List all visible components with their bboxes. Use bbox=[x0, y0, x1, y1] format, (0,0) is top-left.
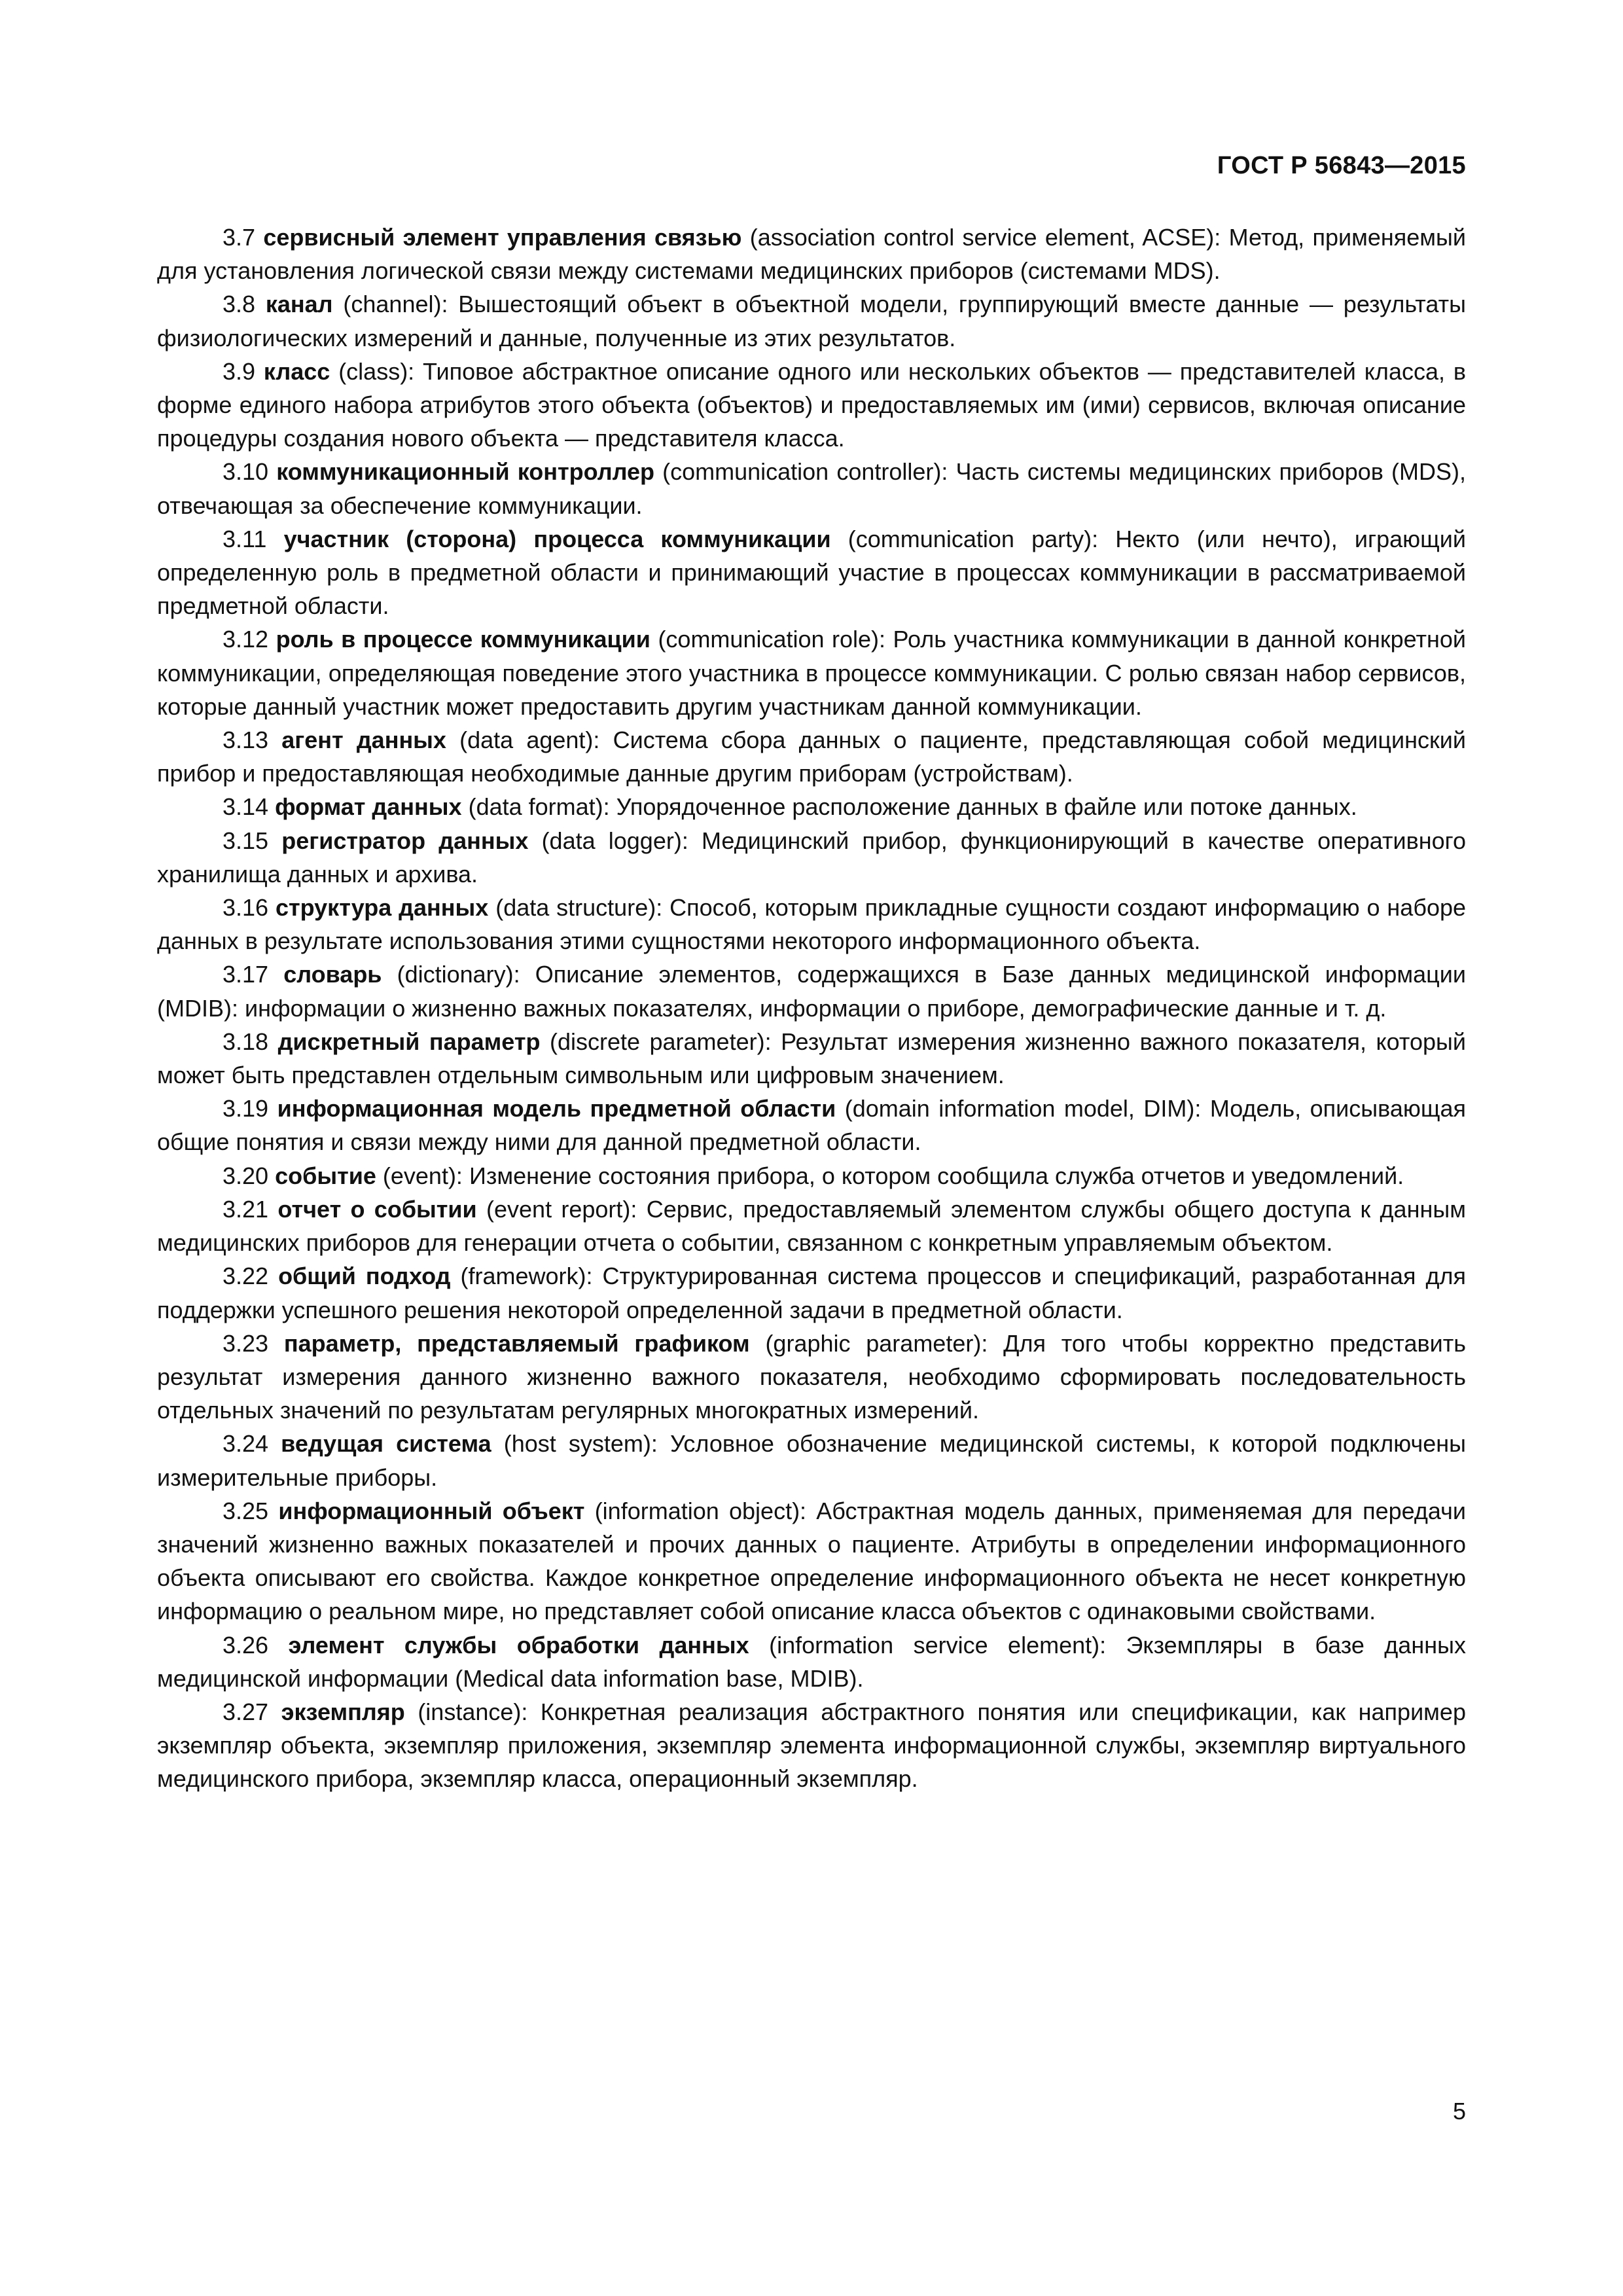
definition-entry bbox=[157, 723, 1466, 790]
entry-text: (discrete parameter): Результат измерения жизненно важного показателя, который может быть представлен отдельным символьным или цифровым значением. bbox=[157, 1028, 1466, 1089]
definition-entry bbox=[157, 355, 1466, 456]
entry-term: общий подход bbox=[278, 1263, 451, 1290]
entry-term: ведущая система bbox=[281, 1430, 491, 1458]
page-number: 5 bbox=[1452, 2098, 1466, 2125]
entry-term: событие bbox=[275, 1162, 376, 1189]
entry-term: участник (сторона) процесса коммуникации bbox=[283, 525, 831, 552]
entry-term: дискретный параметр bbox=[277, 1028, 541, 1055]
entry-number: 3.14 bbox=[223, 793, 269, 821]
definition-entry bbox=[157, 958, 1466, 1024]
definition-entry bbox=[157, 455, 1466, 522]
entry-number: 3.20 bbox=[223, 1162, 269, 1189]
entry-text: (data agent): Система сбора данных о пациенте, представляющая собой медицинский прибор и предоставляющая необходимые данные другим приборам (устройствам). bbox=[157, 726, 1466, 787]
definition-entry bbox=[157, 1025, 1466, 1092]
definition-entry bbox=[157, 287, 1466, 354]
entry-text: (communication controller): Часть системы медицинских приборов (MDS), отвечающая за обеспечение коммуникации. bbox=[157, 458, 1466, 519]
entry-term: класс bbox=[263, 357, 330, 385]
entry-number: 3.7 bbox=[223, 224, 256, 251]
entry-term: отчет о событии bbox=[277, 1195, 477, 1223]
entry-number: 3.19 bbox=[223, 1095, 269, 1122]
entry-term: коммуникационный контроллер bbox=[276, 458, 654, 486]
entry-text: (information service element): Экземпляры в базе данных медицинской информации (Medical data information base, MDIB). bbox=[157, 1631, 1466, 1692]
entry-text: (communication party): Некто (или нечто), играющий определенную роль в предметной области и принимающий участие в процессах коммуникации в рассматриваемой предметной области. bbox=[157, 525, 1466, 620]
entry-number: 3.9 bbox=[223, 357, 256, 385]
entry-number: 3.24 bbox=[223, 1430, 269, 1458]
definition-entry bbox=[157, 1494, 1466, 1628]
definition-entry bbox=[157, 1193, 1466, 1259]
entry-number: 3.18 bbox=[223, 1028, 269, 1055]
definition-entry bbox=[157, 622, 1466, 723]
entry-term: информационный объект bbox=[278, 1497, 585, 1524]
entry-number: 3.15 bbox=[223, 827, 269, 854]
entry-number: 3.21 bbox=[223, 1195, 269, 1223]
entry-term: параметр, представляемый графиком bbox=[283, 1329, 750, 1357]
entry-text: (data format): Упорядоченное расположение данных в файле или потоке данных. bbox=[468, 793, 1357, 821]
entry-text: (dictionary): Описание элементов, содержащихся в Базе данных медицинской информации (MDIB): информации о жизненно важных показателях, информации о приборе, демографические данные и т. д. bbox=[157, 961, 1466, 1022]
entry-term: словарь bbox=[283, 961, 382, 988]
entry-term: сервисный элемент управления связью bbox=[263, 224, 742, 251]
entry-text: (instance): Конкретная реализация абстрактного понятия или спецификации, как например экземпляр объекта, экземпляр приложения, экземпляр элемента информационной службы, экземпляр виртуального медицинского прибора, экземпляр класса, операционный экземпляр. bbox=[157, 1698, 1466, 1793]
definition-entry bbox=[157, 1695, 1466, 1796]
definition-entry bbox=[157, 1628, 1466, 1695]
entry-text: (association control service element, ACSE): Метод, применяемый для установления логической связи между системами медицинских приборов (системами MDS). bbox=[157, 224, 1466, 285]
entry-text: (data structure): Способ, которым прикладные сущности создают информацию о наборе данных в результате использования этими сущностями некоторого информационного объекта. bbox=[157, 894, 1467, 955]
entry-term: формат данных bbox=[275, 793, 462, 821]
definition-entry bbox=[157, 1092, 1466, 1158]
entry-number: 3.26 bbox=[223, 1631, 269, 1659]
entry-term: канал bbox=[265, 291, 333, 318]
definition-entry bbox=[157, 221, 1466, 287]
entry-text: (communication role): Роль участника коммуникации в данной конкретной коммуникации, определяющая поведение этого участника в процессе коммуникации. С ролью связан набор сервисов, которые данный участник может предоставить другим участникам данной коммуникации. bbox=[157, 626, 1466, 720]
entry-text: (graphic parameter): Для того чтобы корректно представить результат измерения данного жизненно важного показателя, необходимо сформировать последовательность отдельных значений по результатам регулярных многократных измерений. bbox=[157, 1329, 1466, 1424]
entry-text: (data logger): Медицинский прибор, функционирующий в качестве оперативного хранилища данных и архива. bbox=[157, 827, 1466, 888]
definition-entry bbox=[157, 891, 1466, 958]
definition-entry bbox=[157, 1259, 1466, 1326]
entry-number: 3.17 bbox=[223, 961, 269, 988]
definition-entry bbox=[157, 824, 1466, 891]
entry-text: (event): Изменение состояния прибора, о котором сообщила служба отчетов и уведомлений. bbox=[382, 1162, 1404, 1189]
entry-term: информационная модель предметной области bbox=[277, 1095, 836, 1122]
entry-text: (class): Типовое абстрактное описание одного или нескольких объектов — представителей класса, в форме единого набора атрибутов этого объекта (объектов) и предоставляемых им (ими) сервисов, включая описание процедуры создания нового объекта — представителя класса. bbox=[157, 357, 1466, 452]
entry-number: 3.13 bbox=[223, 726, 269, 754]
entry-number: 3.10 bbox=[223, 458, 269, 486]
entry-text: (framework): Структурированная система процессов и спецификаций, разработанная для поддержки успешного решения некоторой определенной задачи в предметной области. bbox=[157, 1263, 1466, 1323]
entry-term: элемент службы обработки данных bbox=[288, 1631, 749, 1659]
document-header: ГОСТ Р 56843—2015 bbox=[1217, 152, 1466, 179]
definition-entry bbox=[157, 790, 1466, 823]
entry-term: регистратор данных bbox=[281, 827, 529, 854]
entry-term: агент данных bbox=[281, 726, 446, 754]
entry-number: 3.11 bbox=[223, 525, 267, 552]
entry-number: 3.12 bbox=[223, 626, 269, 653]
entry-number: 3.27 bbox=[223, 1698, 269, 1725]
definition-entry bbox=[157, 1327, 1466, 1427]
entry-text: (channel): Вышестоящий объект в объектной модели, группирующий вместе данные — результаты физиологических измерений и данные, полученные из этих результатов. bbox=[157, 291, 1466, 351]
entry-term: роль в процессе коммуникации bbox=[276, 626, 651, 653]
entry-text: (event report): Сервис, предоставляемый элементом службы общего доступа к данным медицинских приборов для генерации отчета о событии, связанном с конкретным управляемым объектом. bbox=[157, 1195, 1466, 1257]
entry-number: 3.16 bbox=[223, 894, 269, 922]
definition-entry bbox=[157, 1427, 1466, 1494]
entry-text: (information object): Абстрактная модель данных, применяемая для передачи значений жизненно важных показателей и прочих данных о пациенте. Атрибуты в определении информационного объекта описывают его свойства. Каждое конкретное определение информационного объекта не несет конкретную информацию о реальном мире, но представляет собой описание класса объектов с одинаковыми свойствами. bbox=[157, 1497, 1466, 1625]
entry-number: 3.22 bbox=[223, 1263, 269, 1290]
entry-text: (domain information model, DIM): Модель, описывающая общие понятия и связи между ними для данной предметной области. bbox=[157, 1095, 1466, 1156]
entry-term: экземпляр bbox=[281, 1698, 405, 1725]
definition-entry bbox=[157, 1159, 1466, 1193]
definition-entry bbox=[157, 522, 1466, 623]
definitions-list bbox=[157, 221, 1466, 1796]
entry-number: 3.8 bbox=[223, 291, 256, 318]
entry-term: структура данных bbox=[275, 894, 489, 922]
entry-number: 3.23 bbox=[223, 1329, 269, 1357]
entry-number: 3.25 bbox=[223, 1497, 269, 1524]
entry-text: (host system): Условное обозначение медицинской системы, к которой подключены измерительные приборы. bbox=[157, 1430, 1466, 1491]
